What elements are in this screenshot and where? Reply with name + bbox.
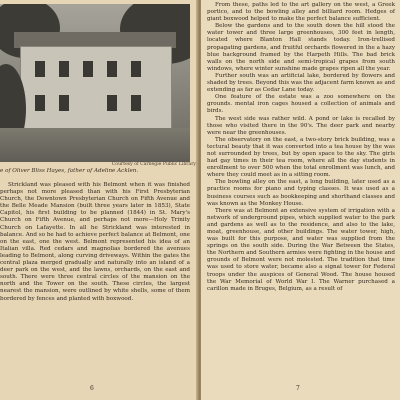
page-number: 6 [90,385,94,392]
paragraph: The bowling alley on the east, a long building, later used as a practice rooms for piano and typing classes. It was used as a business courses such as bookkeeping and shorthand classes and was known as the Monkey House. [207,179,395,207]
paragraph: The west side was rather wild. A pond or lake is recalled by those who visited there in the 90's. The deer park and nearby were near the greenhouses. [207,115,395,136]
photo-credit: Courtesy of Carnegie Public Library [111,162,196,167]
paragraph: Further south was an artificial lake, bordered by flowers and shaded by trees. Beyond this was the adjacent farm known as and extending as far as Cedar Lane today. [207,72,395,94]
page-number: 7 [296,385,300,392]
paragraph: Below the gardens and to the south down the hill stood the water tower and three large greenhouses, 300 feet in length, located where Blanton Hall stands today. Iron-trellised propagating gardens, and fruitful orchards flowered in the a hazy blue background framed by the Harpeth Hills. The bad brick walls on the north side and semi-tropical grapes from south windows, where winter sunshine made grapes ripen all the year. [207,23,395,72]
paragraph: There was at Belmont an extensive system of irrigation with a network of underground pipes, which supplied water to the park and gardens as well as to the residence, and also to the lake, moat, greenhouse, and other buildings. The water tower, high, was built for this purpose, and water was supplied from the springs on the south side. During the War Between the States, the Northern and Southern armies were fighting in the house and grounds of Belmont were not molested. The tradition that time was used to store water, became also a signal tower for Federal troops under the auspices of General Wood. The house housed the War Memorial of World War I. The Warner purchased a carillon made in Bruges, Belgium, as a result of [207,207,395,292]
right-body-text [207,2,395,293]
paragraph: Strickland was pleased with his Belmont when it was finished perhaps not more pleased than with his First Presbyterian Church, the Downtown Presbyterian Church on Fifth Avenue and the Belle Meade Mansion (built three years later in 1853), State Capitol, his first building to be planned (1844) in St. Mary's Church on Fifth Avenue, and perhaps not more—Holy Trinity Church on Lafayette. In all he Strickland was interested in balance. And so he had to achieve perfect balance at Belmont, one on the east, one the west. Belmont represented his idea of an Italian villa. Red cedars and magnolias bordered the avenues leading to Belmont, along curving driveways. Within the gates the central plaza merged gradually and naturally into an island of a deer park on the west, and the lawns, orchards, on the east and south. There were three central circles of the mansion on the north and the Tower on the south. These circles, the largest nearest the mansion, were outlined by white shells, some of them bordered by fences and planted with boxwood. [0,182,190,302]
left-page [0,0,198,400]
mansion-photo [0,4,190,162]
right-page [201,0,400,400]
photo-caption: e of Oliver Bliss Hayes, father of Adeline Acklen. [0,168,139,174]
left-body-text [0,182,190,303]
paragraph: From these, paths led to the art gallery on the west, a Greek portico, and to the bowling alley and billiard room. Hedges of giant boxwood helped to make the perfect balance sufficient. [207,2,395,23]
paragraph: One feature of the estate was a zoo somewhere on the grounds. mental iron cages housed a collection of animals and birds. [207,94,395,115]
paragraph: The observatory on the east, a two-story brick building, was a tectural beauty that it was converted into a tea house by the was not surrounded by trees, but by open space to the sky. The girls had gay times in their tea room, where all the day students in enrollment to over 500 when the total enrollment was lunch, and where they could meet as in a sitting room. [207,136,395,179]
